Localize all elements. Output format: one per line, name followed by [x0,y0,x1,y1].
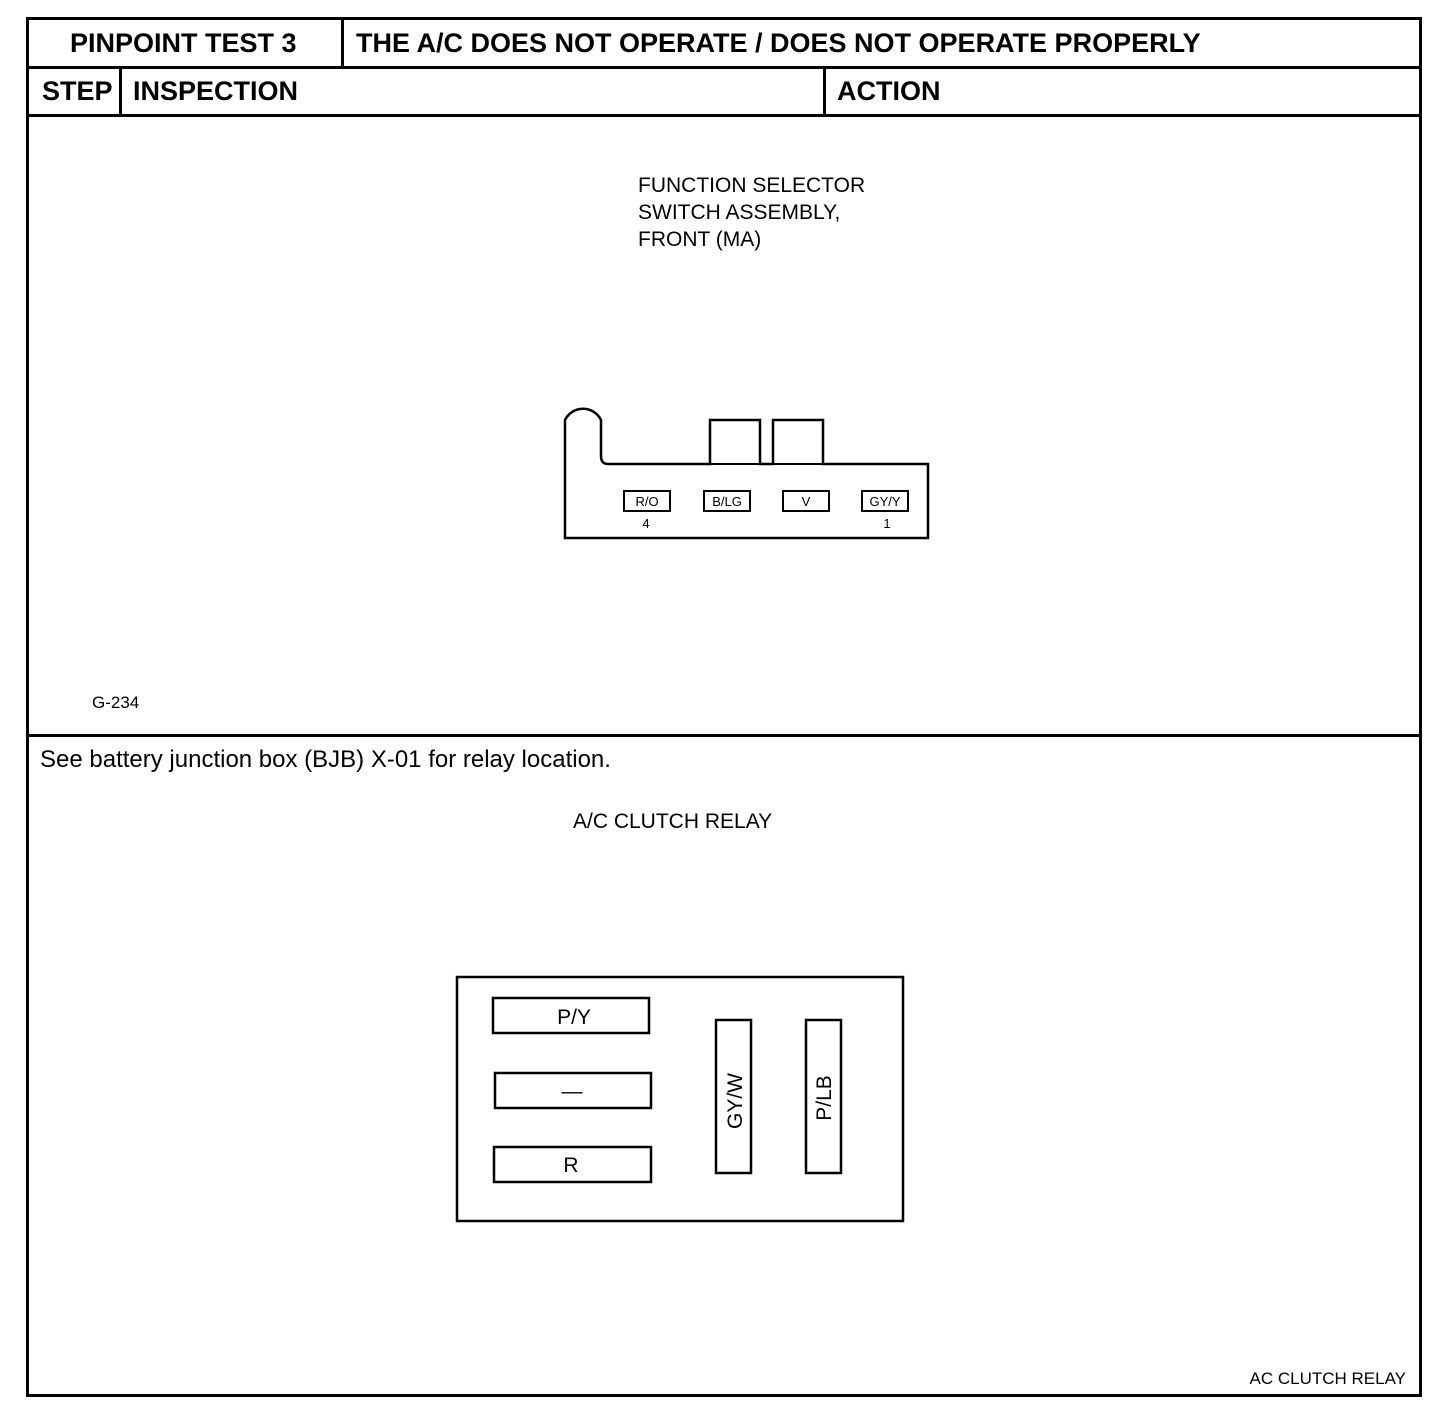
ac-clutch-relay-diagram [450,970,912,1230]
function-selector-connector-diagram [560,398,940,544]
relay-terminal-r-label: R [563,1154,579,1177]
pin-1-wire: GY/Y [869,494,901,509]
header-column-divider [341,17,344,67]
pin-3-wire: B/LG [712,494,742,509]
relay-location-instruction: See battery junction box (BJB) X-01 for relay location. [40,746,611,773]
pin-4-number: 4 [642,516,650,531]
step-column-header: STEP [42,76,113,106]
relay-figure-id: AC CLUTCH RELAY [1249,1369,1406,1388]
relay-terminal-gyw-label: GY/W [724,1073,747,1129]
relay-terminal-py-label: P/Y [557,1006,591,1029]
pinpoint-test-label: PINPOINT TEST 3 [70,28,297,58]
pin-2-wire: V [801,494,811,509]
action-column-header: ACTION [837,76,941,106]
column-header-divider [26,114,1422,117]
pinpoint-test-title: THE A/C DOES NOT OPERATE / DOES NOT OPERATE PROPERLY [356,28,1201,58]
connector-caption: FUNCTION SELECTOR SWITCH ASSEMBLY, FRONT (MA) [638,174,866,251]
section-divider [26,734,1422,737]
inspection-column-header: INSPECTION [133,76,299,106]
action-column-divider [823,66,826,116]
pin-1-number: 1 [883,516,891,531]
header-divider [26,66,1422,69]
connector-figure-id: G-234 [92,693,140,712]
step-column-divider [119,66,122,116]
pin-4-wire: R/O [635,494,659,509]
relay-terminal-blank-label: — [561,1080,583,1103]
connector-outline [565,409,928,538]
relay-caption: A/C CLUTCH RELAY [573,810,773,833]
relay-terminal-plb-label: P/LB [813,1075,836,1121]
